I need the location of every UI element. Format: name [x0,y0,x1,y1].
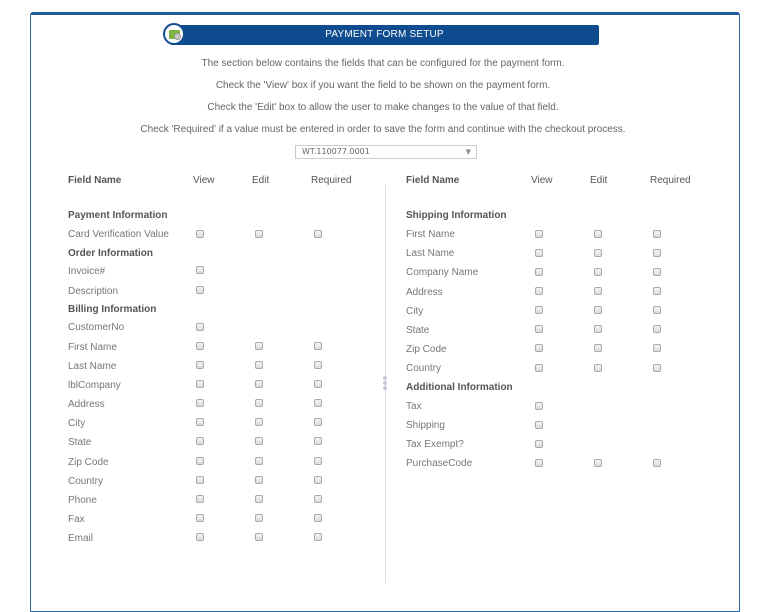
edit-checkbox[interactable] [594,459,602,467]
account-select[interactable] [295,145,477,159]
field-label: State [406,325,430,336]
edit-checkbox[interactable] [255,361,263,369]
edit-checkbox[interactable] [594,268,602,276]
column-header-required: Required [311,175,352,186]
section-shipping-information: Shipping Information [406,210,507,221]
view-checkbox[interactable] [535,344,543,352]
edit-checkbox[interactable] [594,230,602,238]
required-checkbox[interactable] [314,533,322,541]
section-payment-information: Payment Information [68,210,168,221]
view-checkbox[interactable] [196,457,204,465]
column-header-field-name: Field Name [406,175,460,186]
field-label: City [406,306,424,317]
required-checkbox[interactable] [314,399,322,407]
view-checkbox[interactable] [535,287,543,295]
view-checkbox[interactable] [196,495,204,503]
field-label: City [68,418,86,429]
field-label: Shipping [406,420,445,431]
account-select-value: WT.110077.0001 [302,147,370,156]
view-checkbox[interactable] [535,421,543,429]
view-checkbox[interactable] [196,230,204,238]
edit-checkbox[interactable] [255,495,263,503]
required-checkbox[interactable] [314,230,322,238]
resize-handle-dot[interactable] [383,381,387,385]
field-label: Address [68,399,105,410]
field-label: Country [406,363,442,374]
field-label: Last Name [68,361,117,372]
field-label: First Name [68,342,117,353]
section-billing-information: Billing Information [68,304,157,315]
field-label: Description [68,286,119,297]
required-checkbox[interactable] [314,418,322,426]
column-header-edit: Edit [252,175,270,186]
instruction-line: Check 'Required' if a value must be entered in order to save the form and continue with the checkout process. [140,124,626,135]
instruction-line: Check the 'Edit' box to allow the user to make changes to the value of that field. [207,102,559,113]
view-checkbox[interactable] [535,230,543,238]
required-checkbox[interactable] [653,268,661,276]
field-label: Card Verification Value [68,229,169,240]
section-order-information: Order Information [68,248,154,259]
field-label: Address [406,287,443,298]
required-checkbox[interactable] [314,476,322,484]
field-label: Zip Code [406,344,447,355]
view-checkbox[interactable] [535,306,543,314]
column-header-view: View [193,175,215,186]
edit-checkbox[interactable] [594,325,602,333]
field-label: State [68,437,92,448]
page-title: PAYMENT FORM SETUP [170,25,599,45]
required-checkbox[interactable] [653,344,661,352]
view-checkbox[interactable] [196,286,204,294]
required-checkbox[interactable] [653,325,661,333]
field-label: Last Name [406,248,455,259]
field-label: First Name [406,229,455,240]
field-label: lblCompany [68,380,121,391]
resize-handle-dot[interactable] [383,386,387,390]
edit-checkbox[interactable] [255,399,263,407]
view-checkbox[interactable] [196,399,204,407]
view-checkbox[interactable] [196,437,204,445]
instruction-line: Check the 'View' box if you want the field to be shown on the payment form. [215,80,551,91]
column-header-edit: Edit [590,175,608,186]
view-checkbox[interactable] [535,402,543,410]
required-checkbox[interactable] [314,514,322,522]
view-checkbox[interactable] [196,476,204,484]
view-checkbox[interactable] [535,325,543,333]
view-checkbox[interactable] [196,380,204,388]
field-label: PurchaseCode [406,458,473,469]
required-checkbox[interactable] [653,306,661,314]
required-checkbox[interactable] [653,364,661,372]
edit-checkbox[interactable] [255,380,263,388]
edit-checkbox[interactable] [255,457,263,465]
required-checkbox[interactable] [314,495,322,503]
edit-checkbox[interactable] [255,514,263,522]
field-label: Tax Exempt? [406,439,464,450]
view-checkbox[interactable] [535,249,543,257]
required-checkbox[interactable] [314,380,322,388]
edit-checkbox[interactable] [255,476,263,484]
edit-checkbox[interactable] [594,287,602,295]
edit-checkbox[interactable] [255,342,263,350]
field-label: CustomerNo [68,322,125,333]
edit-checkbox[interactable] [255,418,263,426]
required-checkbox[interactable] [314,457,322,465]
column-header-field-name: Field Name [68,175,122,186]
view-checkbox[interactable] [196,418,204,426]
required-checkbox[interactable] [314,361,322,369]
column-header-view: View [531,175,553,186]
view-checkbox[interactable] [196,266,204,274]
view-checkbox[interactable] [196,533,204,541]
required-checkbox[interactable] [314,342,322,350]
view-checkbox[interactable] [196,323,204,331]
field-label: Email [68,533,94,544]
view-checkbox[interactable] [196,342,204,350]
field-label: Country [68,476,104,487]
required-checkbox[interactable] [653,249,661,257]
edit-checkbox[interactable] [255,533,263,541]
instruction-line: The section below contains the fields that can be configured for the payment form. [201,58,565,69]
required-checkbox[interactable] [314,437,322,445]
required-checkbox[interactable] [653,287,661,295]
edit-checkbox[interactable] [255,230,263,238]
view-checkbox[interactable] [535,459,543,467]
resize-handle-dot[interactable] [383,376,387,380]
folder-gear-icon [163,23,185,45]
gear-shape [174,33,181,40]
view-checkbox[interactable] [196,361,204,369]
section-additional-information: Additional Information [406,382,513,393]
edit-checkbox[interactable] [594,344,602,352]
view-checkbox[interactable] [535,364,543,372]
edit-checkbox[interactable] [255,437,263,445]
edit-checkbox[interactable] [594,249,602,257]
view-checkbox[interactable] [535,268,543,276]
view-checkbox[interactable] [535,440,543,448]
required-checkbox[interactable] [653,230,661,238]
chevron-down-icon: ▼ [465,148,471,156]
edit-checkbox[interactable] [594,306,602,314]
view-checkbox[interactable] [196,514,204,522]
required-checkbox[interactable] [653,459,661,467]
field-label: Phone [68,495,97,506]
column-header-required: Required [650,175,691,186]
field-label: Tax [406,401,422,412]
field-label: Invoice# [68,266,106,277]
edit-checkbox[interactable] [594,364,602,372]
field-label: Company Name [406,267,479,278]
field-label: Fax [68,514,85,525]
field-label: Zip Code [68,457,109,468]
